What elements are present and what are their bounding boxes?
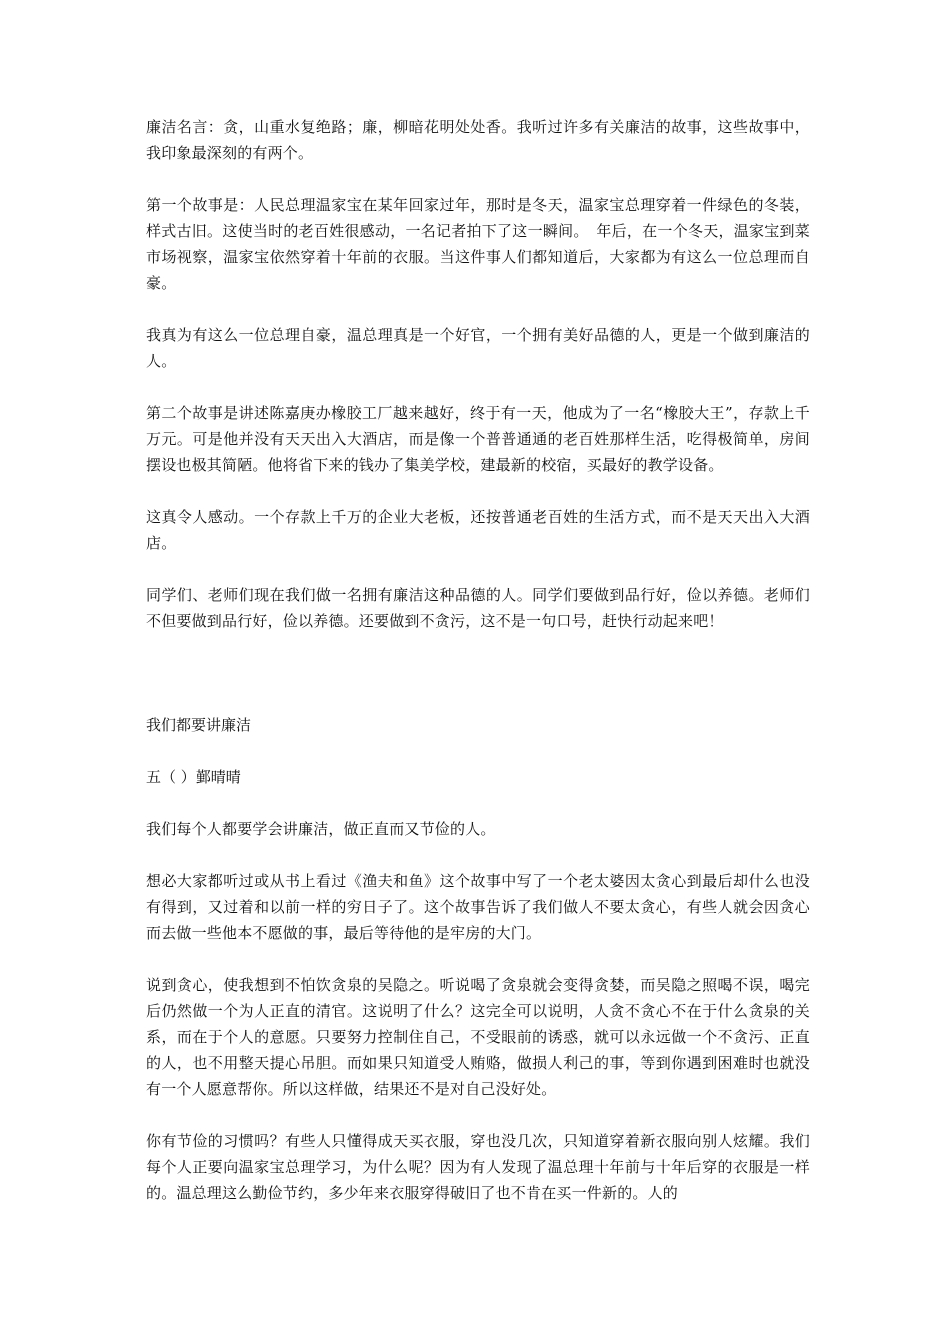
- paragraph-gap: [146, 842, 810, 868]
- paragraph-gap: [146, 738, 810, 764]
- article1-paragraph-1: 廉洁名言：贪，山重水复绝路；廉，柳暗花明处处香。我听过许多有关廉洁的故事，这些故事中，我印象最深刻的有两个。: [146, 118, 810, 162]
- article2-paragraph-3: 说到贪心，使我想到不怕饮贪泉的吴隐之。听说喝了贪泉就会变得贪婪，而吴隐之照喝不误，喝完后仍然做一个为人正直的清官。这说明了什么？这完全可以说明，人贪不贪心不在于什么贪泉的关系，而在于个人的意愿。只要努力控制住自己，不受眼前的诱惑，就可以永远做一个不贪污、正直的人，也不用整天提心吊胆。而如果只知道受人贿赂，做损人利己的事，等到你遇到困难时也就没有一个人愿意帮你。所以这样做，结果还不是对自己没好处。: [146, 976, 810, 1098]
- article2-title: 我们都要讲廉洁: [146, 716, 252, 734]
- article1-paragraph-4: 第二个故事是讲述陈嘉庚办橡胶工厂越来越好，终于有一天，他成为了一名“橡胶大王”，存款上千万元。可是他并没有天天出入大酒店，而是像一个普普通通的老百姓那样生活，吃得极简单，房间摆设也极其简陋。他将省下来的钱办了集美学校，建最新的校宿，买最好的教学设备。: [146, 404, 810, 474]
- paragraph-gap: [146, 790, 810, 816]
- document-body: [146, 114, 810, 1206]
- article2-byline: 五（ ）鄞晴晴: [146, 768, 241, 786]
- paragraph-gap: [146, 556, 810, 582]
- article1-paragraph-6: 同学们、老师们现在我们做一名拥有廉洁这种品德的人。同学们要做到品行好，俭以养德。老师们不但要做到品行好，俭以养德。还要做到不贪污，这不是一句口号，赶快行动起来吧！: [146, 586, 810, 630]
- article2-paragraph-2: 想必大家都听过或从书上看过《渔夫和鱼》这个故事中写了一个老太婆因太贪心到最后却什么也没有得到，又过着和以前一样的穷日子了。这个故事告诉了我们做人不要太贪心，有些人就会因贪心而去做一些他本不愿做的事，最后等待他的是牢房的大门。: [146, 872, 810, 942]
- article1-paragraph-5: 这真令人感动。一个存款上千万的企业大老板，还按普通老百姓的生活方式，而不是天天出入大酒店。: [146, 508, 810, 552]
- article2-paragraph-1: 我们每个人都要学会讲廉洁，做正直而又节俭的人。: [146, 820, 496, 838]
- paragraph-gap: [146, 946, 810, 972]
- article1-paragraph-3: 我真为有这么一位总理自豪，温总理真是一个好官，一个拥有美好品德的人，更是一个做到廉洁的人。: [146, 326, 810, 370]
- article2-paragraph-4: 你有节俭的习惯吗？有些人只懂得成天买衣服，穿也没几次，只知道穿着新衣服向别人炫耀。我们每个人正要向温家宝总理学习，为什么呢？因为有人发现了温总理十年前与十年后穿的衣服是一样的。温总理这么勤俭节约，多少年来衣服穿得破旧了也不肯在买一件新的。人的: [146, 1132, 810, 1202]
- paragraph-gap: [146, 374, 810, 400]
- paragraph-gap: [146, 478, 810, 504]
- paragraph-gap: [146, 1102, 810, 1128]
- paragraph-gap: [146, 166, 810, 192]
- article1-paragraph-2: 第一个故事是：人民总理温家宝在某年回家过年，那时是冬天，温家宝总理穿着一件绿色的冬装，样式古旧。这使当时的老百姓很感动，一名记者拍下了这一瞬间。 年后，在一个冬天，温家宝到菜市场视察，温家宝依然穿着十年前的衣服。当这件事人们都知道后，大家都为有这么一位总理而自豪。: [146, 196, 810, 292]
- paragraph-gap: [146, 296, 810, 322]
- section-gap: [146, 634, 810, 712]
